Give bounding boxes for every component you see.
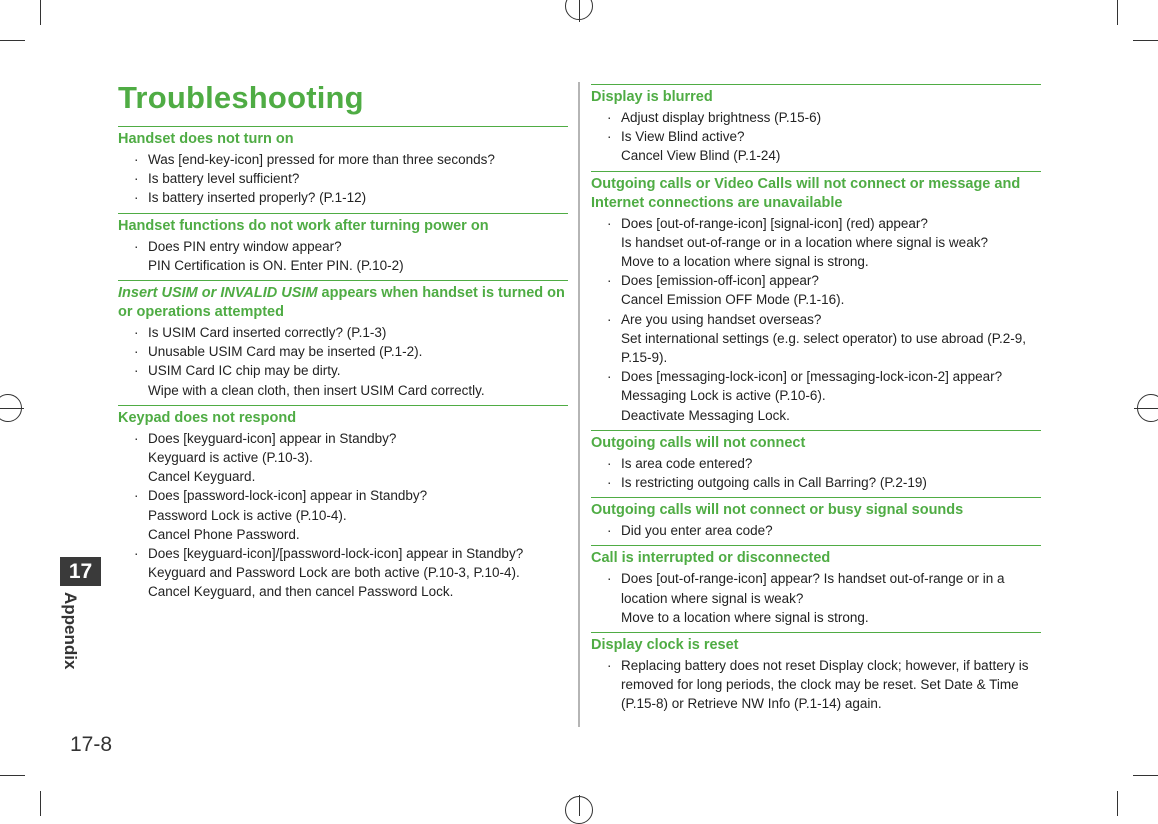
item-line: Set international settings (e.g. select operator) to use abroad (P.2-9, P.15-9).: [621, 330, 1026, 366]
list-item: · Does [keyguard-icon]/[password-lock-icon] appear in Standby? Keyguard and Password Lock are both active (P.10-3, P.10-4). Cancel Keyguard, and then cancel Password Lock.: [118, 544, 568, 602]
list-item: · Is battery inserted properly? (P.1-12): [118, 188, 568, 207]
item-line: Keyguard and Password Lock are both active (P.10-3, P.10-4).: [148, 565, 520, 581]
list-item: · Does [password-lock-icon] appear in Standby? Password Lock is active (P.10-4). Cancel Phone Password.: [118, 486, 568, 544]
item-line: Move to a location where signal is strong.: [621, 609, 869, 625]
item-line: Cancel Keyguard, and then cancel Password Lock.: [148, 584, 454, 600]
chapter-label: Appendix: [61, 592, 80, 670]
item-line: Is restricting outgoing calls in Call Barring? (P.2-19): [621, 475, 927, 491]
section-heading: Outgoing calls will not connect or busy signal sounds: [591, 502, 964, 519]
item-list: [118, 150, 568, 208]
item-list: [591, 454, 1041, 492]
item-line: Does [messaging-lock-icon] or [messaging-lock-icon-2] appear?: [621, 369, 1003, 385]
list-item: · Adjust display brightness (P.15-6): [591, 108, 1041, 127]
crop-mark: [0, 40, 25, 41]
crop-mark: [1117, 791, 1118, 816]
item-line: Unusable USIM Card may be inserted (P.1-2).: [148, 344, 423, 360]
list-item: · Unusable USIM Card may be inserted (P.1-2).: [118, 342, 568, 361]
item-line: Was [end-key-icon] pressed for more than three seconds?: [148, 152, 495, 167]
section: [591, 497, 1041, 545]
list-item: · Does PIN entry window appear? PIN Certification is ON. Enter PIN. (P.10-2): [118, 237, 568, 275]
item-line: Is View Blind active?: [621, 129, 745, 145]
section-heading: Handset functions do not work after turning power on: [118, 217, 489, 234]
item-line: Is area code entered?: [621, 455, 753, 471]
list-item: · USIM Card IC chip may be dirty. Wipe with a clean cloth, then insert USIM Card correctly.: [118, 361, 568, 399]
item-list: [591, 214, 1041, 425]
item-line: Messaging Lock is active (P.10-6).: [621, 388, 826, 404]
item-list: [118, 429, 568, 602]
crop-mark: [40, 0, 41, 25]
section-heading: Outgoing calls will not connect: [591, 434, 806, 451]
list-item: · Was [end-key-icon] pressed for more than three seconds?: [118, 150, 568, 169]
section: [591, 632, 1041, 719]
left-column: [118, 126, 568, 607]
section: [591, 171, 1041, 430]
item-line: Cancel Phone Password.: [148, 526, 300, 542]
list-item: · Is View Blind active? Cancel View Blind (P.1-24): [591, 127, 1041, 165]
item-list: [591, 521, 1041, 540]
chapter-tab: 17: [60, 557, 101, 586]
item-line: PIN Certification is ON. Enter PIN. (P.10-2): [148, 257, 404, 273]
crop-mark: [1133, 775, 1158, 776]
item-list: [118, 323, 568, 400]
section-heading-italic: Insert USIM or INVALID USIM: [118, 285, 318, 302]
page-number: 17-8: [70, 733, 113, 756]
section: [118, 126, 568, 213]
section-heading: Call is interrupted or disconnected: [591, 550, 831, 567]
registration-mark: [0, 408, 24, 409]
section-heading: Outgoing calls or Video Calls will not connect or message and Internet connections are unavailable: [591, 175, 1021, 211]
list-item: · Replacing battery does not reset Display clock; however, if battery is removed for long periods, the clock may be reset. Set Date & Time (P.15-8) or Retrieve NW Info (P.1-14) again.: [591, 656, 1041, 714]
item-line: Keyguard is active (P.10-3).: [148, 450, 313, 466]
section: [118, 280, 568, 405]
item-line: Does [emission-off-icon] appear?: [621, 273, 819, 289]
item-line: Is handset out-of-range or in a location where signal is weak?: [621, 234, 988, 250]
list-item: · Does [keyguard-icon] appear in Standby? Keyguard is active (P.10-3). Cancel Keyguard.: [118, 429, 568, 487]
item-line: Does [out-of-range-icon] [signal-icon] (red) appear?: [621, 215, 928, 231]
list-item: · Does [out-of-range-icon] appear? Is handset out-of-range or in a location where signal is weak? Move to a location where signal is strong.: [591, 569, 1041, 627]
section: [591, 430, 1041, 497]
item-line: Is battery inserted properly? (P.1-12): [148, 190, 367, 206]
list-item: · Is area code entered?: [591, 454, 1041, 473]
item-list: [591, 656, 1041, 714]
item-line: Wipe with a clean cloth, then insert USIM Card correctly.: [148, 382, 485, 398]
column-divider: [578, 82, 580, 727]
right-column: [591, 84, 1041, 719]
item-list: [591, 108, 1041, 166]
list-item: · Is USIM Card inserted correctly? (P.1-3): [118, 323, 568, 342]
crop-mark: [1117, 0, 1118, 25]
item-line: Cancel Keyguard.: [148, 469, 256, 485]
item-line: Did you enter area code?: [621, 523, 773, 539]
list-item: · Did you enter area code?: [591, 521, 1041, 540]
item-line: Deactivate Messaging Lock.: [621, 407, 790, 423]
section-heading: Display clock is reset: [591, 637, 739, 654]
crop-mark: [1133, 40, 1158, 41]
list-item: · Is battery level sufficient?: [118, 169, 568, 188]
item-line: Replacing battery does not reset Display clock; however, if battery is removed for long periods, the clock may be reset. Set Date & Time (P.15-8) or Retrieve NW Info (P.1-14) again.: [621, 658, 1029, 712]
registration-mark: [579, 795, 580, 816]
list-item: · Does [emission-off-icon] appear? Cancel Emission OFF Mode (P.1-16).: [591, 271, 1041, 309]
registration-mark: [1134, 408, 1158, 409]
item-line: Does [password-lock-icon] appear in Standby?: [148, 488, 428, 504]
item-list: [591, 569, 1041, 627]
page-title: Troubleshooting: [118, 80, 364, 115]
item-line: Adjust display brightness (P.15-6): [621, 110, 822, 125]
item-line: Password Lock is active (P.10-4).: [148, 507, 347, 523]
section-heading: [118, 284, 568, 322]
list-item: · Does [out-of-range-icon] [signal-icon] (red) appear? Is handset out-of-range or in a location where signal is weak? Move to a location where signal is strong.: [591, 214, 1041, 272]
item-line: Move to a location where signal is strong.: [621, 254, 869, 270]
item-list: [118, 237, 568, 275]
crop-mark: [40, 791, 41, 816]
list-item: · Does [messaging-lock-icon] or [messaging-lock-icon-2] appear? Messaging Lock is active (P.10-6). Deactivate Messaging Lock.: [591, 367, 1041, 425]
section-heading: Display is blurred: [591, 89, 713, 105]
registration-mark: [579, 0, 580, 22]
item-line: Cancel Emission OFF Mode (P.1-16).: [621, 292, 845, 308]
section-heading: Handset does not turn on: [118, 131, 294, 147]
item-line: Are you using handset overseas?: [621, 311, 822, 327]
list-item: · Are you using handset overseas? Set international settings (e.g. select operator) to use abroad (P.2-9, P.15-9).: [591, 310, 1041, 368]
section: [591, 545, 1041, 632]
item-line: Does [out-of-range-icon] appear? Is handset out-of-range or in a location where signal is weak?: [621, 571, 1005, 606]
section: [118, 213, 568, 280]
section-heading-rest: appears when handset is turned on or operations attempted: [118, 285, 565, 321]
item-line: Cancel View Blind (P.1-24): [621, 148, 781, 164]
item-line: Does [keyguard-icon] appear in Standby?: [148, 430, 397, 446]
section-heading: Keypad does not respond: [118, 409, 297, 426]
item-line: USIM Card IC chip may be dirty.: [148, 363, 341, 379]
item-line: Is battery level sufficient?: [148, 171, 300, 187]
item-line: Does PIN entry window appear?: [148, 238, 342, 254]
section: [118, 405, 568, 607]
crop-mark: [0, 775, 25, 776]
section: [591, 84, 1041, 171]
item-line: Does [keyguard-icon]/[password-lock-icon] appear in Standby?: [148, 546, 524, 562]
item-line: Is USIM Card inserted correctly? (P.1-3): [148, 325, 387, 341]
list-item: · Is restricting outgoing calls in Call Barring? (P.2-19): [591, 473, 1041, 492]
